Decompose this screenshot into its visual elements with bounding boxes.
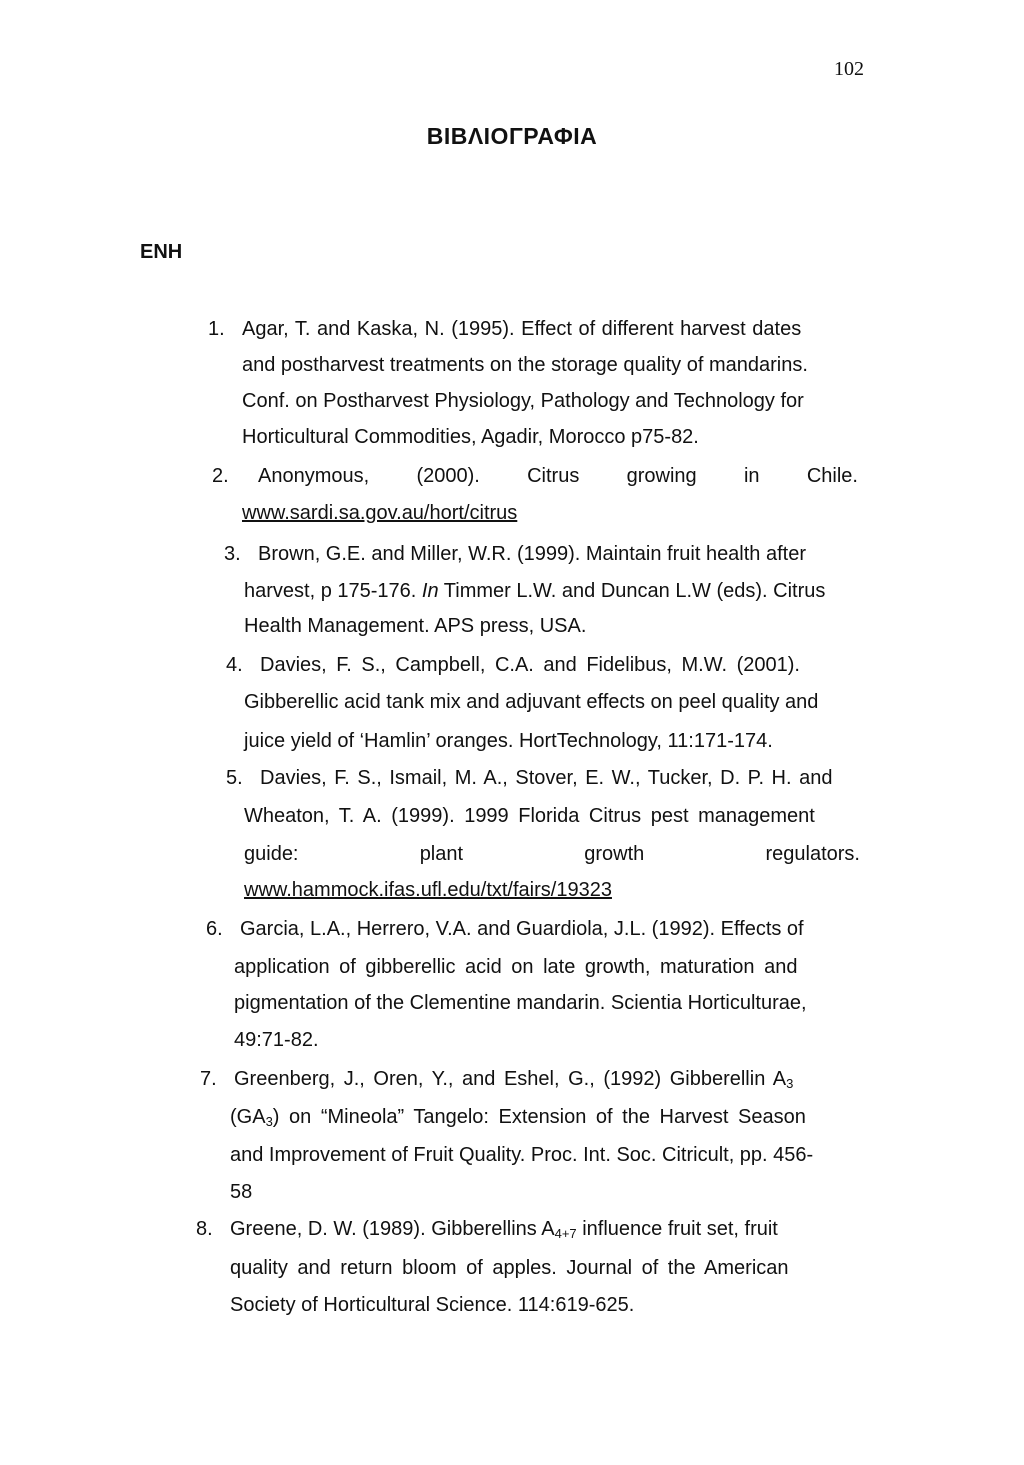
reference-line [244, 843, 860, 866]
reference-word: (2000). [416, 465, 480, 487]
reference-line: quality and return bloom of apples. Journal of the American [230, 1257, 789, 1279]
reference-number: 2. [212, 465, 229, 487]
reference-text: Greenberg, J., Oren, Y., and Eshel, G., (1992) Gibberellin A [234, 1068, 787, 1090]
page-number: 102 [834, 58, 864, 80]
reference-word: plant [419, 843, 464, 865]
page-title: ΒΙΒΛΙΟΓΡΑΦΙΑ [426, 123, 598, 149]
reference-word: in [743, 465, 760, 487]
reference-line [230, 1218, 778, 1241]
reference-number: 5. [226, 767, 243, 789]
reference-line: Wheaton, T. A. (1999). 1999 Florida Citrus pest management [244, 805, 815, 827]
reference-text: ) on “Mineola” Tangelo: Extension of the Harvest Season [272, 1106, 806, 1128]
reference-line: Health Management. APS press, USA. [244, 615, 587, 637]
subscript: 4+7 [554, 1226, 577, 1241]
subscript: 3 [265, 1114, 273, 1129]
reference-word: Citrus [527, 465, 580, 487]
reference-line [258, 465, 858, 488]
reference-line: pigmentation of the Clementine mandarin. Scientia Horticulturae, [234, 992, 807, 1014]
reference-word: Chile. [806, 465, 858, 487]
reference-line: application of gibberellic acid on late growth, maturation and [234, 956, 798, 978]
reference-line: and Improvement of Fruit Quality. Proc. Int. Soc. Citricult, pp. 456- [230, 1144, 814, 1166]
reference-line: Garcia, L.A., Herrero, V.A. and Guardiola, J.L. (1992). Effects of [240, 918, 804, 940]
reference-line: Brown, G.E. and Miller, W.R. (1999). Maintain fruit health after [258, 543, 807, 565]
reference-url-link[interactable]: www.hammock.ifas.ufl.edu/txt/fairs/19323 [244, 879, 612, 901]
section-heading: ΕΝΗ [140, 241, 183, 263]
reference-line: 49:71-82. [234, 1029, 319, 1051]
reference-line: Agar, T. and Kaska, N. (1995). Effect of different harvest dates [242, 318, 802, 340]
reference-word: growing [626, 465, 697, 487]
reference-number: 6. [206, 918, 223, 940]
reference-italic-text: In [421, 580, 439, 602]
reference-text: harvest, p 175-176. [244, 580, 422, 602]
reference-text: Greene, D. W. (1989). Gibberellins A [230, 1218, 555, 1240]
reference-line: Society of Horticultural Science. 114:619-625. [230, 1294, 635, 1316]
reference-word: Anonymous, [258, 465, 370, 487]
reference-line: Horticultural Commodities, Agadir, Morocco p75-82. [242, 426, 699, 448]
reference-word: growth [584, 843, 645, 865]
reference-line [230, 1106, 806, 1129]
reference-line: and postharvest treatments on the storage quality of mandarins. [242, 354, 808, 376]
reference-line [244, 580, 825, 603]
reference-number: 1. [208, 318, 225, 340]
reference-line: juice yield of ‘Hamlin’ oranges. HortTechnology, 11:171-174. [244, 730, 773, 752]
reference-text: influence fruit set, fruit [576, 1218, 778, 1240]
reference-line: 58 [230, 1181, 253, 1203]
reference-line: Davies, F. S., Ismail, M. A., Stover, E. W., Tucker, D. P. H. and [260, 767, 833, 789]
reference-line: Davies, F. S., Campbell, C.A. and Fidelibus, M.W. (2001). [260, 654, 800, 676]
reference-word: regulators. [765, 843, 860, 865]
reference-number: 7. [200, 1068, 217, 1090]
subscript: 3 [786, 1076, 794, 1091]
reference-number: 8. [196, 1218, 213, 1240]
reference-url-link[interactable]: www.sardi.sa.gov.au/hort/citrus [242, 502, 518, 524]
reference-text: Timmer L.W. and Duncan L.W (eds). Citrus [438, 580, 826, 602]
reference-line: Gibberellic acid tank mix and adjuvant effects on peel quality and [244, 691, 819, 713]
reference-word: guide: [244, 843, 299, 865]
reference-line [234, 1068, 793, 1091]
reference-number: 4. [226, 654, 243, 676]
reference-line: Conf. on Postharvest Physiology, Pathology and Technology for [242, 390, 804, 412]
reference-number: 3. [224, 543, 241, 565]
reference-text: (GA [230, 1106, 266, 1128]
